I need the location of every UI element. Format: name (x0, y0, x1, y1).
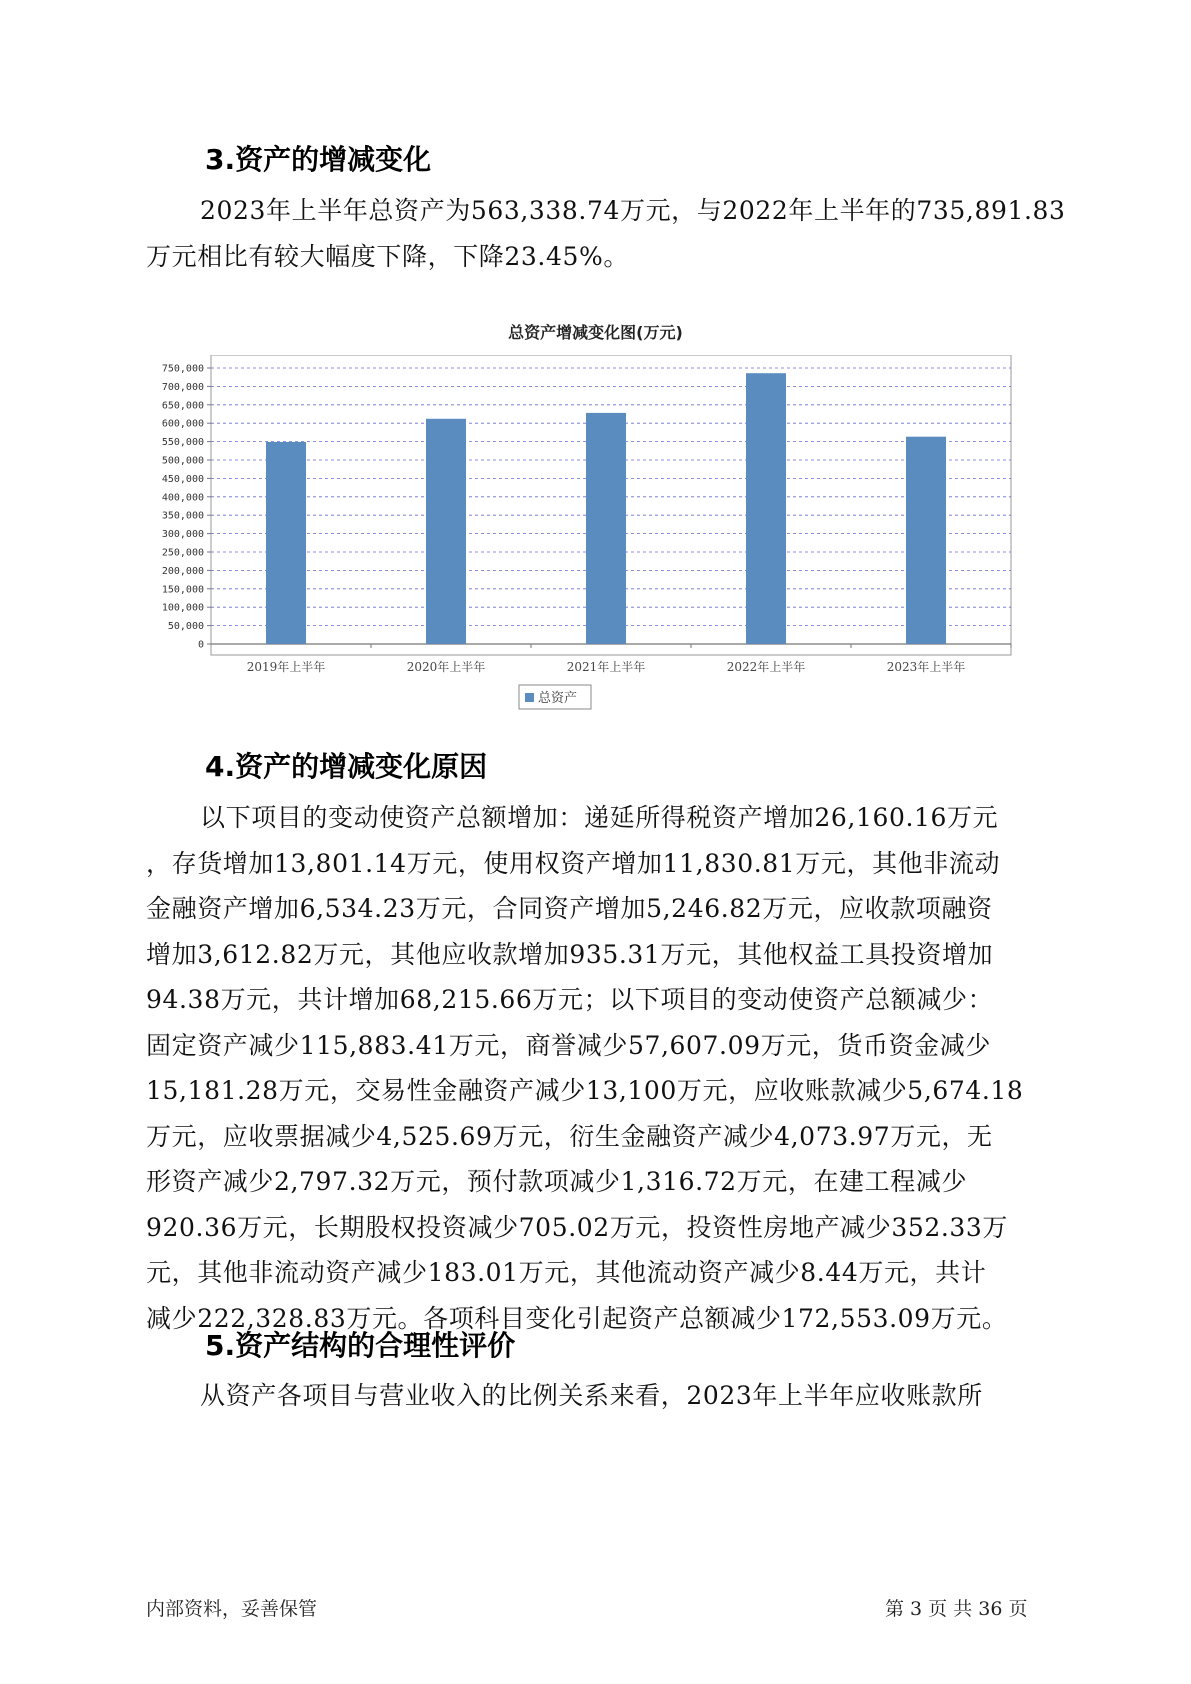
bar (586, 413, 626, 644)
bar (906, 437, 946, 644)
bar (266, 442, 306, 644)
y-tick-label: 200,000 (161, 565, 204, 577)
y-tick-label: 400,000 (161, 492, 204, 504)
y-tick-label: 250,000 (161, 547, 204, 559)
x-tick-label: 2020年上半年 (406, 660, 486, 674)
y-tick-label: 0 (197, 639, 204, 651)
x-tick-label: 2023年上半年 (886, 660, 966, 674)
y-tick-label: 500,000 (161, 455, 204, 467)
total-assets-bar-chart (146, 355, 1046, 725)
paragraph-line: 固定资产减少115,883.41万元，商誉减少57,607.09万元，货币资金减少 (146, 1030, 991, 1060)
x-tick-label: 2019年上半年 (246, 660, 326, 674)
y-tick-label: 600,000 (161, 418, 204, 430)
x-tick-label: 2022年上半年 (726, 660, 806, 674)
y-tick-label: 50,000 (167, 621, 204, 633)
paragraph-line: 形资产减少2,797.32万元，预付款项减少1,316.72万元，在建工程减少 (146, 1167, 968, 1196)
bar (746, 373, 786, 644)
y-tick-label: 650,000 (161, 400, 204, 412)
legend-label: 总资产 (538, 691, 578, 706)
paragraph-line: 万元相比有较大幅度下降，下降23.45%。 (146, 241, 629, 271)
chart-title: 总资产增减变化图(万元) (508, 323, 683, 342)
section-3-paragraph (146, 188, 1066, 279)
y-tick-label: 150,000 (161, 584, 204, 596)
paragraph-line: 2023年上半年总资产为563,338.74万元，与2022年上半年的735,891.83 (200, 196, 1066, 225)
paragraph-line: ，存货增加13,801.14万元，使用权资产增加11,830.81万元，其他非流动 (146, 848, 1001, 878)
paragraph-line: 94.38万元，共计增加68,215.66万元；以下项目的变动使资产总额减少： (146, 985, 994, 1014)
legend-swatch (525, 693, 534, 702)
footer-confidential-note: 内部资料，妥善保管 (146, 1598, 318, 1620)
paragraph-line: 从资产各项目与营业收入的比例关系来看，2023年上半年应收账款所 (200, 1381, 983, 1410)
paragraph-line: 金融资产增加6,534.23万元，合同资产增加5,246.82万元，应收款项融资 (146, 894, 993, 923)
section-5-heading: 5.资产结构的合理性评价 (205, 1329, 516, 1362)
y-tick-label: 300,000 (161, 529, 204, 541)
y-tick-label: 700,000 (161, 381, 204, 393)
section-4-heading: 4.资产的增减变化原因 (205, 750, 488, 783)
section-3-heading: 3.资产的增减变化 (205, 143, 432, 176)
paragraph-line: 920.36万元，长期股权投资减少705.02万元，投资性房地产减少352.33万 (146, 1212, 1009, 1242)
x-tick-label: 2021年上半年 (566, 660, 646, 674)
section-5-paragraph (146, 1373, 1066, 1419)
y-tick-label: 350,000 (161, 510, 204, 522)
y-tick-label: 100,000 (161, 602, 204, 614)
bar (426, 419, 466, 644)
paragraph-line: 15,181.28万元，交易性金融资产减少13,100万元，应收账款减少5,674.18 (146, 1076, 1024, 1105)
paragraph-line: 万元，应收票据减少4,525.69万元，衍生金融资产减少4,073.97万元，无 (146, 1121, 993, 1151)
y-tick-label: 550,000 (161, 437, 204, 449)
paragraph-line: 以下项目的变动使资产总额增加：递延所得税资产增加26,160.16万元 (200, 803, 999, 832)
footer-page-number: 第 3 页 共 36 页 (885, 1598, 1028, 1620)
y-tick-label: 450,000 (161, 473, 204, 485)
y-tick-label: 750,000 (161, 363, 204, 375)
paragraph-line: 增加3,612.82万元，其他应收款增加935.31万元，其他权益工具投资增加 (146, 939, 994, 969)
paragraph-line: 减少222,328.83万元。各项科目变化引起资产总额减少172,553.09万元。 (146, 1303, 1008, 1333)
paragraph-line: 元，其他非流动资产减少183.01万元，其他流动资产减少8.44万元，共计 (146, 1258, 987, 1287)
section-4-paragraph (146, 795, 1066, 1341)
